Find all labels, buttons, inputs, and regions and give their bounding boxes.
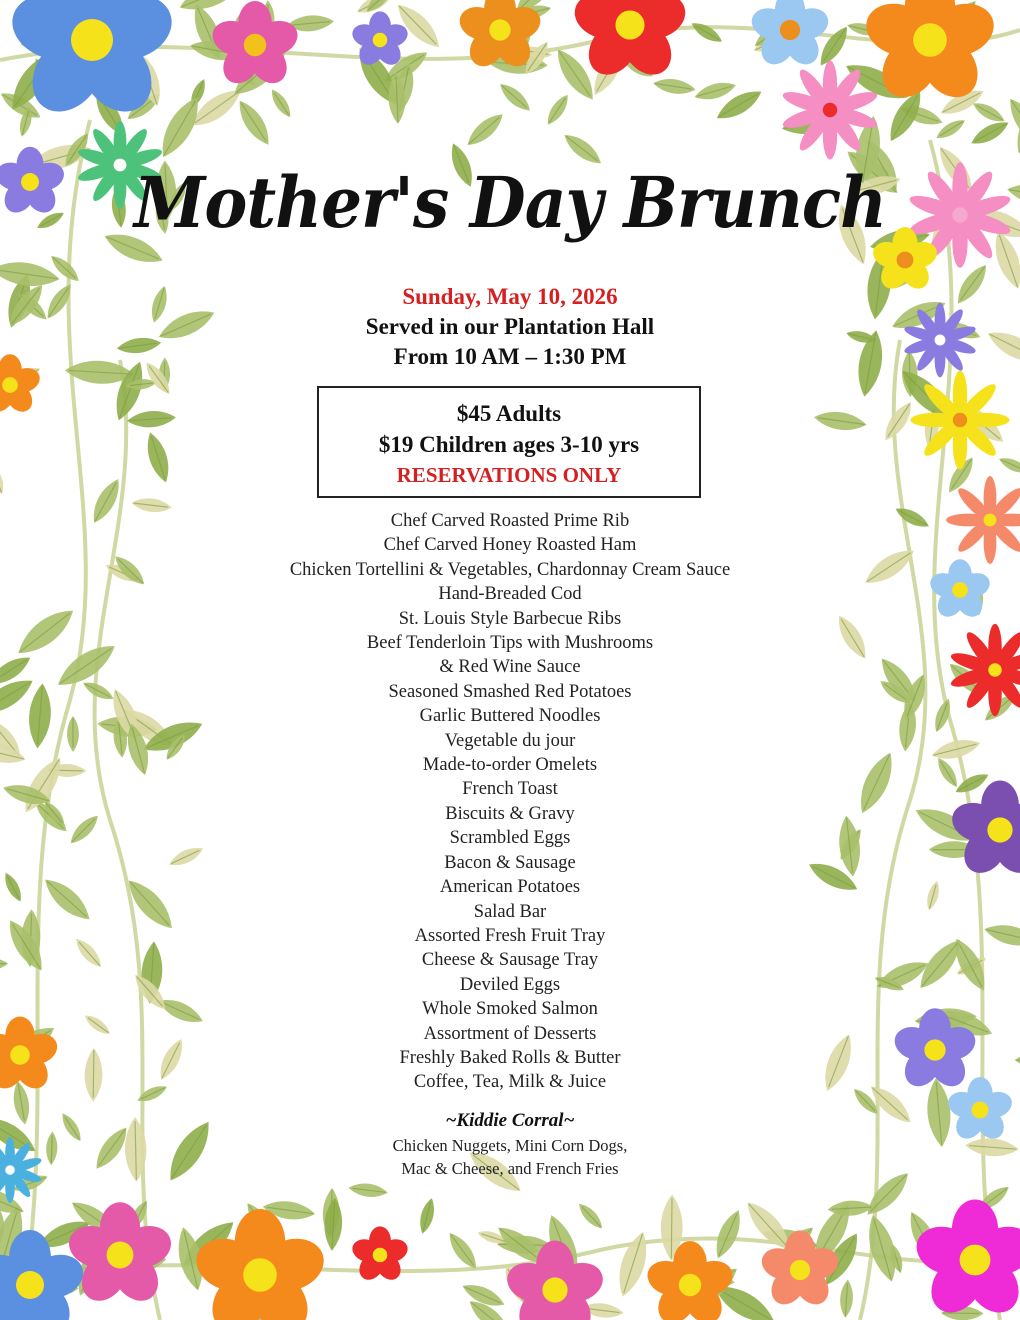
menu-item: Garlic Buttered Noodles (419, 706, 601, 727)
menu-item: Chicken Tortellini & Vegetables, Chardonnay Cream Sauce (289, 559, 731, 580)
menu-item: Seasoned Smashed Red Potatoes (388, 681, 632, 702)
event-date: Sunday, May 10, 2026 (402, 284, 618, 309)
menu-item: St. Louis Style Barbecue Ribs (398, 608, 622, 629)
price-children: $19 Children ages 3-10 yrs (378, 432, 640, 457)
menu-item: Coffee, Tea, Milk & Juice (413, 1072, 607, 1093)
menu-item: Vegetable du jour (444, 730, 576, 751)
pricing-box (317, 386, 701, 498)
reservation-note: RESERVATIONS ONLY (396, 463, 622, 487)
menu-item: Chef Carved Honey Roasted Ham (383, 535, 637, 556)
kiddie-line: Chicken Nuggets, Mini Corn Dogs, (392, 1136, 628, 1155)
menu-item: Assorted Fresh Fruit Tray (414, 925, 606, 946)
menu-item: American Potatoes (439, 877, 581, 898)
menu-list (0, 509, 1020, 1095)
menu-item: Assortment of Desserts (423, 1023, 597, 1044)
menu-item: Hand-Breaded Cod (438, 584, 582, 605)
page-title: Mother's Day Brunch (133, 161, 887, 244)
menu-item: Chef Carved Roasted Prime Rib (390, 511, 630, 531)
kiddie-line: Mac & Cheese, and French Fries (401, 1159, 619, 1178)
menu-item: Bacon & Sausage (444, 852, 576, 873)
event-location: Served in our Plantation Hall (365, 314, 655, 339)
menu-item: Beef Tenderloin Tips with Mushrooms (366, 633, 654, 654)
menu-item: Scrambled Eggs (449, 828, 571, 849)
menu-item: French Toast (462, 779, 558, 800)
menu-item: & Red Wine Sauce (439, 657, 581, 678)
menu-item: Whole Smoked Salmon (422, 999, 598, 1020)
kiddie-corral (0, 1108, 1020, 1180)
menu-item: Deviled Eggs (459, 974, 561, 995)
kiddie-title: ~Kiddie Corral~ (445, 1110, 575, 1131)
event-info (0, 282, 1020, 372)
menu-item: Made-to-order Omelets (422, 755, 598, 776)
price-adults: $45 Adults (456, 401, 562, 426)
menu-item: Freshly Baked Rolls & Butter (399, 1047, 621, 1068)
menu-item: Biscuits & Gravy (445, 803, 575, 824)
menu-item: Cheese & Sausage Tray (421, 950, 599, 971)
menu-item: Salad Bar (473, 901, 547, 922)
event-time: From 10 AM – 1:30 PM (393, 344, 627, 369)
